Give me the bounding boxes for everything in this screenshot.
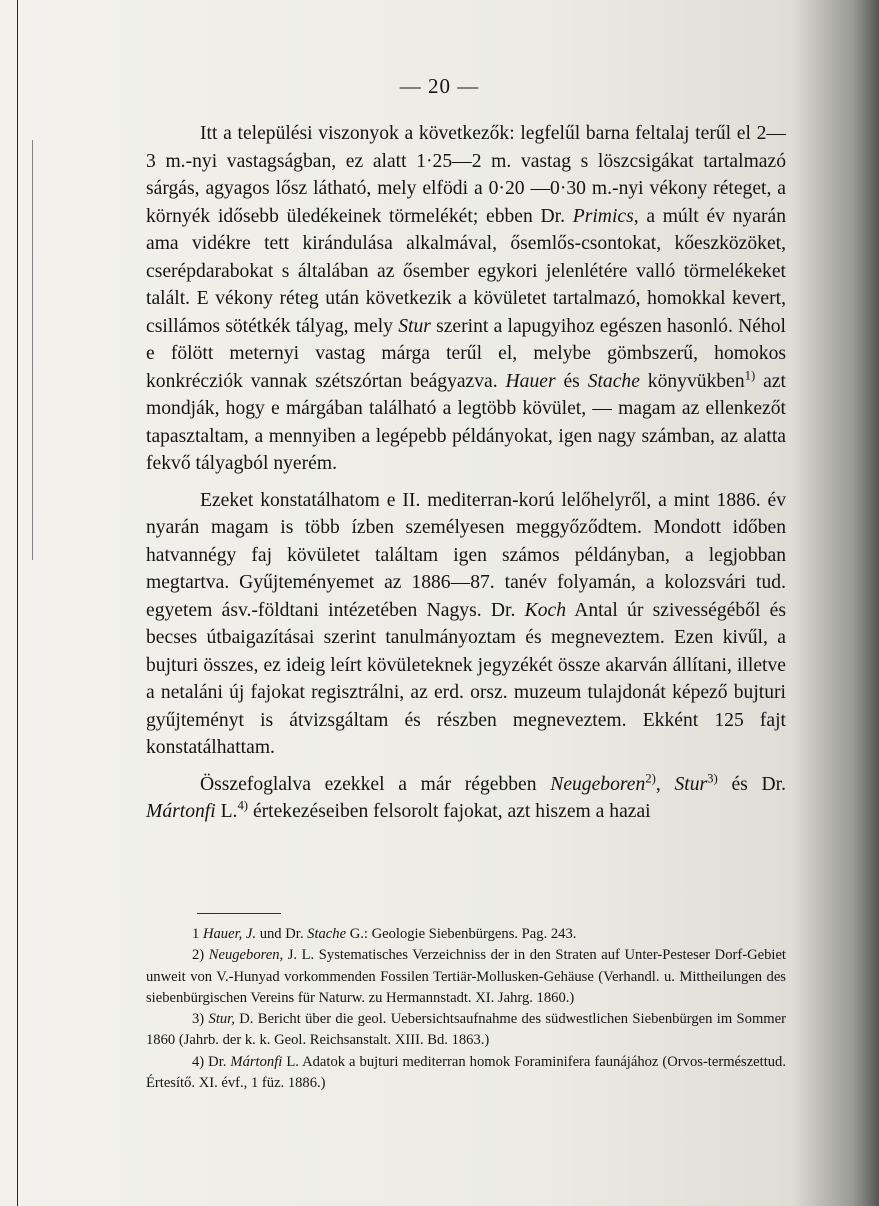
text-run: könyvükben <box>639 370 745 392</box>
italic-name: Koch <box>524 599 567 621</box>
italic-name: Hauer <box>505 370 556 392</box>
text-run: és Dr. <box>717 773 786 795</box>
paragraph-2 <box>146 487 786 762</box>
footnote-ref: 1) <box>744 367 756 382</box>
italic-name: Stur <box>398 315 431 337</box>
footnotes <box>146 924 786 1094</box>
footnote-ref: 4) <box>237 798 249 813</box>
italic-name: Stur <box>674 773 708 795</box>
page-number: — 20 — <box>399 74 480 98</box>
text-run: , <box>655 773 675 795</box>
text-run: és <box>555 370 588 392</box>
footnote-separator <box>197 913 281 914</box>
italic-name: Neugeboren <box>550 773 646 795</box>
text-run: 3) <box>192 1011 209 1028</box>
italic-name: Mártonfi <box>146 801 216 822</box>
text-run: Antal úr szivességéből és becses útbaigazításai szerint tanulmányoztam és megneveztem. Ezen kivűl, a bujturi összes, ez ideig leírt kövületeknek jegyzékét össze akarván állítani, illetve a netaláni új fajokat regisztrálni, az erd. orsz. muzeum tulajdonát képező bujturi gyűjteményt is átvizsgáltam és részben megneveztem. Ekként 125 fajt konstatálhattam. <box>146 599 786 758</box>
text-run: értekezéseiben felsorolt fajokat, azt hiszem a hazai <box>248 801 651 822</box>
footnote-3 <box>146 1009 786 1052</box>
text-run: Összefoglalva ezekkel a már régebben <box>200 773 551 795</box>
text-run: 4) Dr. <box>192 1053 231 1070</box>
italic-name: Neugeboren, <box>208 947 284 964</box>
text-run: J. L. Systematisches Verzeichniss der in den Straten auf Unter-Pesteser Dorf-Gebiet unweit von V.-Hunyad vorkommenden Fossilen Tertiär-Mollusken-Gehäuse (Verhandl. u. Mittheilungen des siebenbürgischen Vereins für Naturw. zu Hermannstadt. XI. Jahrg. 1860.) <box>146 947 786 1006</box>
footnote-1 <box>146 924 786 945</box>
text-run: Itt a települési viszonyok a következők: legfelűl barna feltalaj terűl el 2—3 m.-nyi vastagságban, ez alatt 1·25—2 m. vastag s löszcsigákat tartalmazó sárgás, agyagos lősz látható, mely elfödi a 0·20 —0·30 m.-nyi vékony réteget, a környék idősebb üledékeinek törmelékét; ebben Dr. <box>146 123 786 227</box>
italic-name: Stur, <box>208 1011 235 1028</box>
footnote-2 <box>146 945 786 1009</box>
italic-name: Hauer, J. <box>202 926 257 942</box>
scan-edge-line <box>17 0 18 1206</box>
body-text <box>146 120 786 826</box>
italic-name: Primics <box>572 205 634 227</box>
italic-name: Stache <box>587 370 640 392</box>
italic-name: Mártonfi <box>230 1053 283 1070</box>
text-run: 1 <box>192 926 203 942</box>
text-run: D. Bericht über die geol. Uebersichtsaufnahme des südwestlichen Siebenbürgen im Sommer 1860 (Jahrb. der k. k. Geol. Reichsanstalt. XIII. Bd. 1863.) <box>146 1011 786 1049</box>
italic-name: Stache <box>307 926 347 942</box>
paragraph-1 <box>146 120 786 478</box>
text-run: 2) <box>192 947 209 964</box>
text-run: azt mondják, hogy e márgában található a legtöbb kövület, — magam az ellenkezőt tapasztaltam, a mennyiben a legépebb példányokat, igen nagy számban, az alatta fekvő tályagból nyerém. <box>146 370 786 474</box>
text-run: , a múlt év nyarán ama vidékre tett kirándulása alkalmával, ősemlős-csontokat, kőeszközöket, cserépdarabokat s általában az ősember egykori jelenlétére valló törmelékeket talált. E vékony réteg után következik a kövületet tartalmazó, homokkal kevert, csillámos sötétkék tályag, mely <box>146 205 786 337</box>
footnote-ref: 2) <box>645 770 656 785</box>
text-run: G.: Geologie Siebenbürgens. Pag. 243. <box>346 926 577 942</box>
text-run: und Dr. <box>256 926 308 942</box>
text-run: szerint a lapugyihoz egészen hasonló. Néhol e fölött meternyi vastag márga terűl el, melybe gömbszerű, homokos konkrécziók vannak szétszórtan beágyazva. <box>146 315 786 392</box>
text-run: Ezeket konstatálhatom e II. mediterran-korú lelőhelyről, a mint 1886. év nyarán magam is több ízben személyesen meggyőződtem. Mondott időben hatvannégy faj kövületet találtam igen számos példányban, a legjobban megtartva. Gyűjteményemet az 1886—87. tanév folyamán, a kolozsvári tud. egyetem ásv.-földtani intézetében Nagys. Dr. <box>146 489 786 621</box>
scan-edge-line-secondary <box>32 140 33 560</box>
footnote-ref: 3) <box>707 770 718 785</box>
text-run: L. Adatok a bujturi mediterran homok Foraminifera faunájához (Orvos-természettud. Értesítő. XI. évf., 1 füz. 1886.) <box>146 1053 787 1092</box>
text-run: L. <box>215 801 238 822</box>
paragraph-3 <box>146 771 786 826</box>
footnote-4 <box>146 1052 786 1095</box>
